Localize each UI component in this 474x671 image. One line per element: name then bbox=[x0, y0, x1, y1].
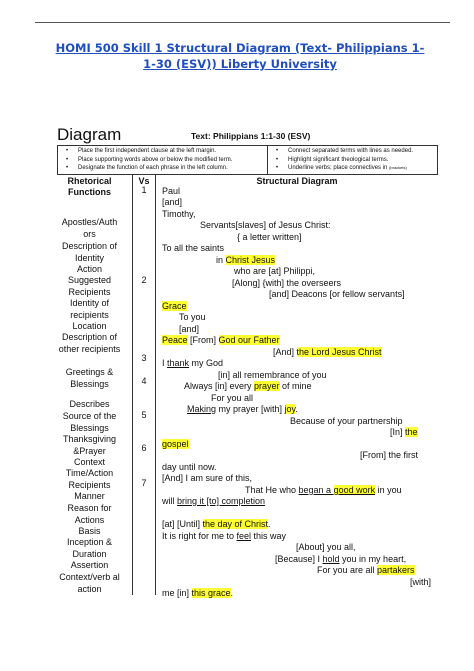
function-label: Suggested Recipients bbox=[67, 275, 112, 297]
highlighted-term: God our Father bbox=[218, 335, 280, 345]
column-divider bbox=[132, 175, 133, 595]
diagram-line: [at] [Until] the day of Christ. bbox=[162, 519, 271, 529]
diagram-line: For you are all partakers bbox=[317, 565, 415, 575]
diagram-line: in Christ Jesus bbox=[216, 255, 276, 265]
diagram-line: day until now. bbox=[162, 462, 217, 472]
diagram-line: who are [at] Philippi, bbox=[234, 266, 316, 276]
diagram-line: me [in] this grace. bbox=[162, 588, 234, 598]
highlighted-term: the day of Christ bbox=[202, 519, 269, 529]
instruction-item: • Designate the function of each phrase in the left column. bbox=[66, 165, 228, 171]
underlined-verb: feel bbox=[236, 531, 252, 541]
function-label: Description of other recipients bbox=[58, 332, 121, 354]
highlighted-term: the Lord Jesus Christ bbox=[296, 347, 382, 357]
diagram-line: Because of your partnership bbox=[290, 416, 403, 426]
bullet-icon: • bbox=[276, 148, 279, 154]
header-diagram: Structural Diagram bbox=[256, 176, 338, 186]
function-label: Thanksgiving &Prayer bbox=[62, 434, 117, 456]
function-label: Source of the Blessings bbox=[62, 411, 117, 433]
function-label: Greetings & Blessings bbox=[65, 367, 114, 389]
function-label: Inception & Duration bbox=[66, 537, 113, 559]
diagram-line: { a letter written] bbox=[237, 232, 302, 242]
function-label: Apostles/Auth ors bbox=[61, 217, 118, 239]
diagram-line: [About] you all, bbox=[296, 542, 356, 552]
structural-table bbox=[57, 175, 438, 598]
function-label: Action bbox=[76, 264, 102, 274]
function-label: Identity of recipients bbox=[69, 298, 110, 320]
function-label: Context/verb al action bbox=[59, 572, 120, 594]
function-label: Manner bbox=[74, 491, 105, 501]
diagram-line: [In] the bbox=[390, 427, 418, 437]
diagram-label: Diagram bbox=[57, 125, 122, 144]
verse-number: 2 bbox=[141, 275, 147, 285]
function-label: Description of Identity bbox=[61, 241, 118, 263]
diagram-line bbox=[162, 301, 187, 313]
diagram-line: [and] bbox=[179, 324, 200, 334]
header-vs: Vs bbox=[138, 176, 150, 186]
underlined-verb: bring it [to] completion bbox=[177, 496, 266, 506]
header-functions: Rhetorical Functions bbox=[67, 176, 112, 197]
highlighted-term: joy bbox=[284, 404, 296, 414]
verse-number: 5 bbox=[141, 410, 147, 420]
function-label: Context bbox=[73, 457, 106, 467]
diagram-line: Always [in] every prayer of mine bbox=[184, 381, 312, 391]
function-label: Basis bbox=[78, 526, 101, 536]
instructions-box bbox=[57, 145, 438, 175]
diagram-line: will bring it [to] completion bbox=[162, 496, 266, 506]
function-label: Assertion bbox=[70, 560, 109, 570]
verse-number: 3 bbox=[141, 353, 147, 363]
function-label: Recipients bbox=[68, 480, 111, 490]
column-divider bbox=[155, 175, 156, 595]
verse-number: 7 bbox=[141, 478, 147, 488]
document-title[interactable]: HOMI 500 Skill 1 Structural Diagram (Text- Philippians 1-1-30 (ESV)) Liberty University bbox=[55, 41, 425, 71]
underlined-verb: began a bbox=[298, 485, 334, 495]
highlighted-term: gospel bbox=[162, 439, 189, 449]
underlined-verb: hold bbox=[322, 554, 340, 564]
bullet-icon: • bbox=[276, 156, 279, 163]
instruction-item: • Highlight significant theological terms. bbox=[276, 156, 389, 163]
instructions-right bbox=[268, 146, 437, 174]
diagram-line: For you all bbox=[211, 393, 254, 403]
highlighted-term: good work bbox=[333, 485, 376, 495]
bullet-icon: • bbox=[66, 148, 69, 154]
diagram-line: [And] I am sure of this, bbox=[162, 473, 253, 483]
diagram-line: [and] Deacons [or fellow servants] bbox=[269, 289, 405, 299]
diagram-line: [And] the Lord Jesus Christ bbox=[273, 347, 382, 357]
highlighted-term: prayer bbox=[254, 381, 280, 391]
verse-number: 6 bbox=[141, 443, 147, 453]
highlighted-term: Christ Jesus bbox=[225, 255, 276, 265]
diagram-line: [From] the first bbox=[360, 450, 419, 460]
verse-number: 1 bbox=[141, 185, 147, 195]
highlighted-term: Peace bbox=[162, 335, 188, 345]
highlighted-term: this grace bbox=[191, 588, 231, 598]
diagram-line: It is right for me to feel this way bbox=[162, 531, 287, 541]
diagram-line: [Because] I hold you in my heart, bbox=[275, 554, 407, 564]
text-reference: Text: Philippians 1:1-30 (ESV) bbox=[191, 131, 311, 141]
diagram-line: Making my prayer [with] joy. bbox=[187, 404, 298, 414]
diagram-line: [Along] {with] the overseers bbox=[232, 278, 342, 288]
diagram-line: [with] bbox=[410, 577, 432, 587]
highlighted-term: partakers bbox=[377, 565, 415, 575]
function-label: Time/Action bbox=[65, 468, 114, 478]
diagram-line: Paul bbox=[162, 186, 181, 196]
underlined-verb: thank bbox=[167, 358, 190, 368]
instruction-item: • Place the first independent clause at the left margin. bbox=[66, 148, 217, 154]
function-label: Reason for Actions bbox=[67, 503, 112, 525]
highlighted-term: Grace bbox=[162, 301, 187, 311]
diagram-line: That He who began a good work in you bbox=[245, 485, 402, 495]
diagram-line: To all the saints bbox=[162, 243, 225, 253]
underlined-verb: Making bbox=[187, 404, 217, 414]
diagram-line: [and] bbox=[162, 197, 183, 207]
instruction-item: • Place supporting words above or below the modified term. bbox=[66, 156, 233, 163]
diagram-line: Servants[slaves] of Jesus Christ: bbox=[200, 220, 331, 230]
diagram-line: I thank my God bbox=[162, 358, 224, 368]
instruction-item: • Underline verbs; place connectives in (brackets) bbox=[276, 165, 407, 171]
diagram-line bbox=[162, 439, 189, 451]
instruction-item: • Connect separated terms with lines as needed. bbox=[276, 148, 414, 154]
top-rule bbox=[35, 22, 450, 23]
diagram-line: To you bbox=[179, 312, 206, 322]
verse-number: 4 bbox=[141, 376, 147, 386]
highlighted-term: the bbox=[405, 427, 418, 437]
diagram-line: [in] all remembrance of you bbox=[218, 370, 327, 380]
bullet-icon: • bbox=[276, 165, 279, 171]
instructions-left bbox=[58, 146, 268, 174]
function-label: Location bbox=[72, 321, 107, 331]
diagram-line: Timothy, bbox=[162, 209, 196, 219]
function-label: Describes bbox=[69, 399, 110, 409]
diagram-line: Peace [From] God our Father bbox=[162, 335, 280, 345]
bullet-icon: • bbox=[66, 165, 69, 171]
bullet-icon: • bbox=[66, 156, 69, 163]
